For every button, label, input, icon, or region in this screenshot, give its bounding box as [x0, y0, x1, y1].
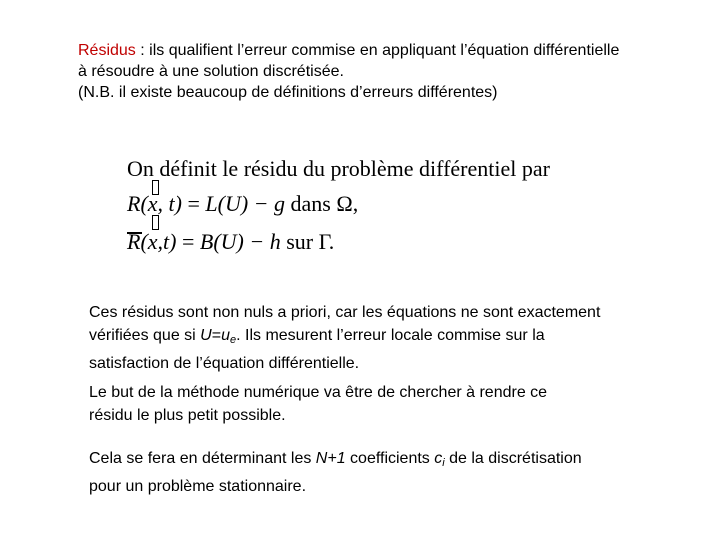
eq2-rhs: B(U) − h [199, 229, 281, 254]
paragraph-3 [89, 447, 582, 498]
para3-line-1-b: coefficients [345, 450, 435, 467]
intro-line-3: (N.B. il existe beaucoup de définitions d’erreurs différentes) [78, 84, 498, 101]
para1-line-3: satisfaction de l’équation différentielle. [89, 355, 360, 372]
intro-line-1-text: : ils qualifient l’erreur commise en appliquant l’équation différentielle [135, 42, 620, 59]
formula-intro: On définit le résidu du problème différentiel par [127, 156, 550, 181]
equation-1 [127, 191, 358, 217]
eq1-rhs: L(U) − g [205, 191, 286, 216]
para1-line-2 [89, 324, 600, 352]
eq1-equals: = [181, 191, 206, 216]
intro-block [78, 40, 619, 103]
paragraph-1 [89, 301, 600, 375]
para3-line-1-c: de la discrétisation [444, 450, 582, 467]
subscript-e: e [229, 334, 237, 346]
eq2-args: (x,t) [140, 229, 177, 254]
para3-line-1-a: Cela se fera en déterminant les [89, 450, 316, 467]
eq2-suffix: sur Γ. [280, 229, 335, 254]
var-c: c [434, 450, 443, 467]
equation-2 [127, 229, 334, 255]
para3-line-2: pour un problème stationnaire. [89, 478, 307, 495]
eq1-lhs: R [127, 191, 141, 216]
var-u: u [221, 327, 230, 344]
para3-line-1 [89, 447, 582, 475]
para2-line-1: Le but de la méthode numérique va être de chercher à rendre ce [89, 384, 548, 401]
eq1-suffix: dans Ω, [285, 191, 359, 216]
para1-line-1: Ces résidus sont non nuls a priori, car les équations ne sont exactement [89, 304, 601, 321]
residus-term: Résidus [78, 42, 136, 59]
eq2-lhs: R [127, 229, 141, 254]
paragraph-2 [89, 381, 547, 427]
eq1-args: (x, t) [140, 191, 182, 216]
para1-line-2-b: . Ils mesurent l’erreur locale commise sur la [236, 327, 545, 344]
para1-line-2-a: vérifiées que si [89, 327, 201, 344]
missing-glyph-icon [152, 215, 159, 230]
intro-line-1 [78, 40, 619, 61]
subscript-i: i [442, 457, 445, 469]
eq2-equals: = [176, 229, 200, 254]
para2-line-2: résidu le plus petit possible. [89, 407, 286, 424]
var-N-plus-1: N+1 [315, 450, 346, 467]
var-U: U [200, 327, 212, 344]
intro-line-2: à résoudre à une solution discrétisée. [78, 63, 344, 80]
equals-sign: = [211, 327, 222, 344]
